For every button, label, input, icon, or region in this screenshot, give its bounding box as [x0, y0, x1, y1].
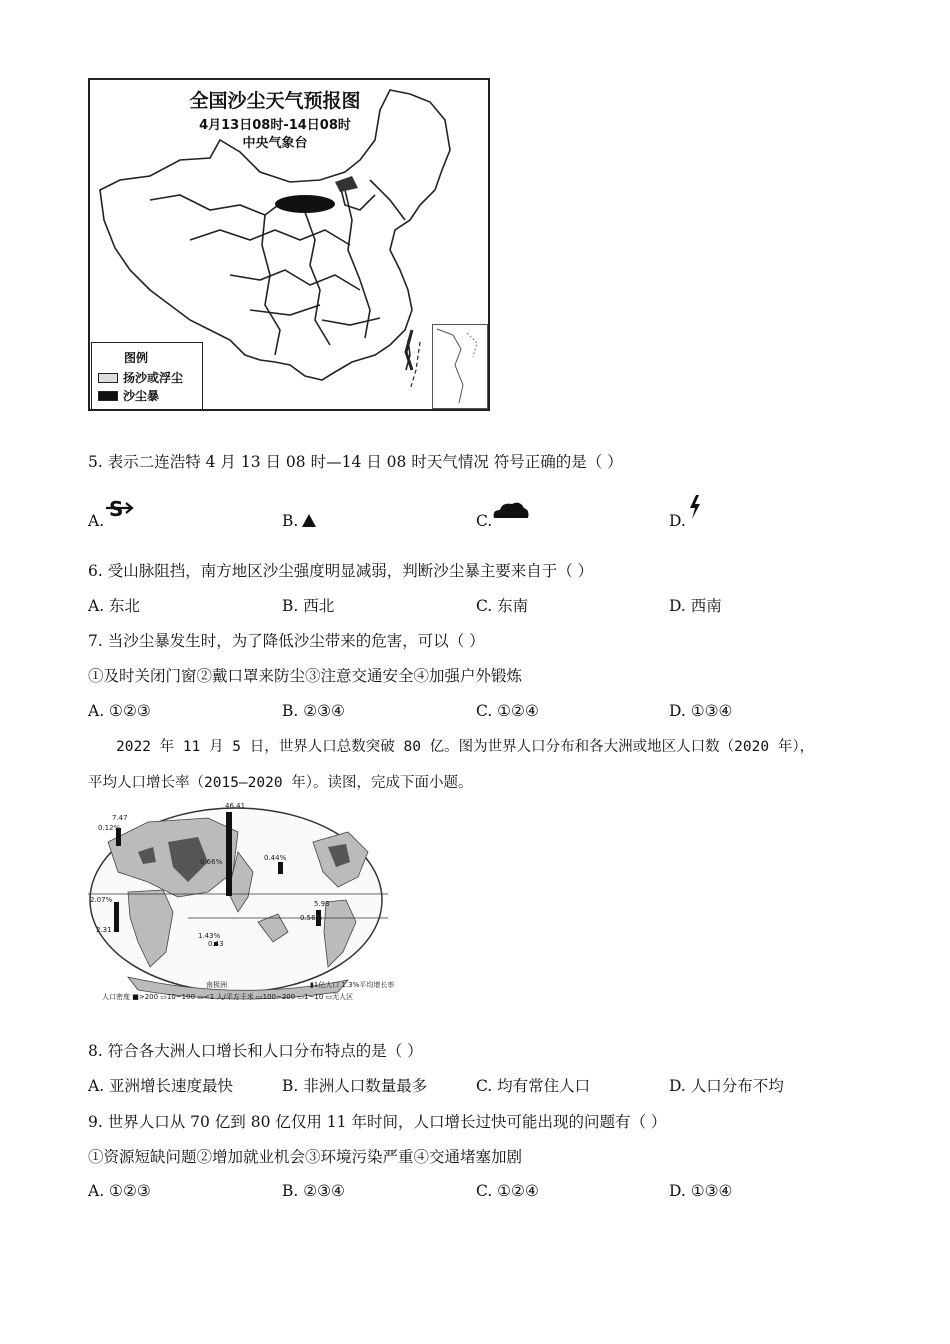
cloud-symbol-icon [492, 500, 530, 520]
antarctica-label: 南极洲 [206, 981, 227, 989]
south-america-growth-label: 0.56% [300, 914, 323, 922]
asia-population-label: 46.41 [225, 802, 246, 810]
q6-option-c[interactable]: C. 东南 [476, 597, 529, 615]
q7-option-d[interactable]: D. ①③④ [669, 702, 733, 720]
africa-population-label: 2.31 [96, 926, 112, 934]
q8-option-a[interactable]: A. 亚洲增长速度最快 [88, 1077, 234, 1095]
q5-option-a[interactable]: A. [88, 512, 105, 530]
oceania-growth-label: 1.43% [198, 932, 221, 940]
europe-growth-label: 0.12% [98, 824, 121, 832]
svg-text:S: S [109, 497, 124, 521]
asia-population-bar [226, 812, 232, 896]
world-population-map [88, 802, 395, 1012]
north-america-growth-label: 0.44% [264, 854, 287, 862]
q9-option-d[interactable]: D. ①③④ [669, 1182, 733, 1200]
q8-option-d[interactable]: D. 人口分布不均 [669, 1077, 784, 1095]
q6-option-b[interactable]: B. 西北 [282, 597, 335, 615]
europe-population-label: 7.47 [112, 814, 128, 822]
legend-label-sandstorm: 沙尘暴 [123, 389, 160, 403]
asia-growth-label: 0.66% [200, 858, 223, 866]
north-america-population-bar [278, 862, 283, 874]
question-5: 5. 表示二连浩特 4 月 13 日 08 时—14 日 08 时天气情况 符号正确的是（ ） [88, 453, 623, 471]
lightning-symbol-icon [688, 495, 702, 519]
map-legend [91, 342, 203, 410]
population-density-legend: 人口密度 ■>200 ▭10~100 ▭<1 人/平方千米 ▭100~200 ▭1~10 ▭无人区 [102, 993, 354, 1001]
q7-option-a[interactable]: A. ①②③ [88, 702, 151, 720]
question-8: 8. 符合各大洲人口增长和人口分布特点的是（ ） [88, 1042, 423, 1060]
question-7: 7. 当沙尘暴发生时，为了降低沙尘带来的危害，可以（ ） [88, 632, 485, 650]
passage-line-1: 2022 年 11 月 5 日，世界人口总数突破 80 亿。图为世界人口分布和各大洲或地区人口数（2020 年）， [116, 739, 815, 755]
oceania-population-label: 0.43 [208, 940, 224, 948]
question-6: 6. 受山脉阻挡，南方地区沙尘强度明显减弱，判断沙尘暴主要来自于（ ） [88, 562, 594, 580]
legend-label-dust: 扬沙或浮尘 [123, 371, 184, 385]
legend-item-sandstorm [98, 387, 159, 404]
q9-option-c[interactable]: C. ①②④ [476, 1182, 539, 1200]
q7-option-c[interactable]: C. ①②④ [476, 702, 539, 720]
passage-line-2: 平均人口增长率（2015—2020 年）。读图，完成下面小题。 [88, 775, 473, 791]
south-china-sea-inset [432, 324, 488, 409]
legend-title: 图例 [124, 351, 149, 365]
china-sandstorm-map [88, 78, 490, 411]
question-9: 9. 世界人口从 70 亿到 80 亿仅用 11 年时间，人口增长过快可能出现的问题有（ ） [88, 1113, 667, 1131]
legend-item-dust [98, 369, 183, 386]
q5-option-b[interactable]: B. [282, 512, 299, 530]
q7-option-b[interactable]: B. ②③④ [282, 702, 345, 720]
triangle-symbol-icon [302, 514, 316, 527]
africa-growth-label: 2.07% [90, 896, 113, 904]
q6-option-d[interactable]: D. 西南 [669, 597, 722, 615]
q9-option-a[interactable]: A. ①②③ [88, 1182, 151, 1200]
sandstorm-symbol-icon [106, 496, 134, 522]
q8-option-c[interactable]: C. 均有常住人口 [476, 1077, 591, 1095]
q5-option-c[interactable]: C. [476, 512, 493, 530]
map-title: 全国沙尘天气预报图 [189, 90, 361, 112]
map-issuer: 中央气象台 [242, 136, 308, 151]
map-time-range: 4月13日08时-14日08时 [199, 118, 351, 133]
q9-statements: ①资源短缺问题②增加就业机会③环境污染严重④交通堵塞加剧 [88, 1148, 523, 1166]
q7-statements: ①及时关闭门窗②戴口罩来防尘③注意交通安全④加强户外锻炼 [88, 667, 523, 685]
legend-light-swatch [98, 373, 118, 383]
sandstorm-area [275, 195, 335, 213]
bar-legend: ▮1亿人口 1.3%平均增长率 [310, 981, 395, 989]
q6-option-a[interactable]: A. 东北 [88, 597, 141, 615]
q8-option-b[interactable]: B. 非洲人口数量最多 [282, 1077, 428, 1095]
africa-population-bar [114, 902, 119, 932]
legend-dark-swatch [98, 391, 118, 401]
q9-option-b[interactable]: B. ②③④ [282, 1182, 345, 1200]
q5-option-d[interactable]: D. [669, 512, 686, 530]
south-america-population-label: 5.93 [314, 900, 330, 908]
